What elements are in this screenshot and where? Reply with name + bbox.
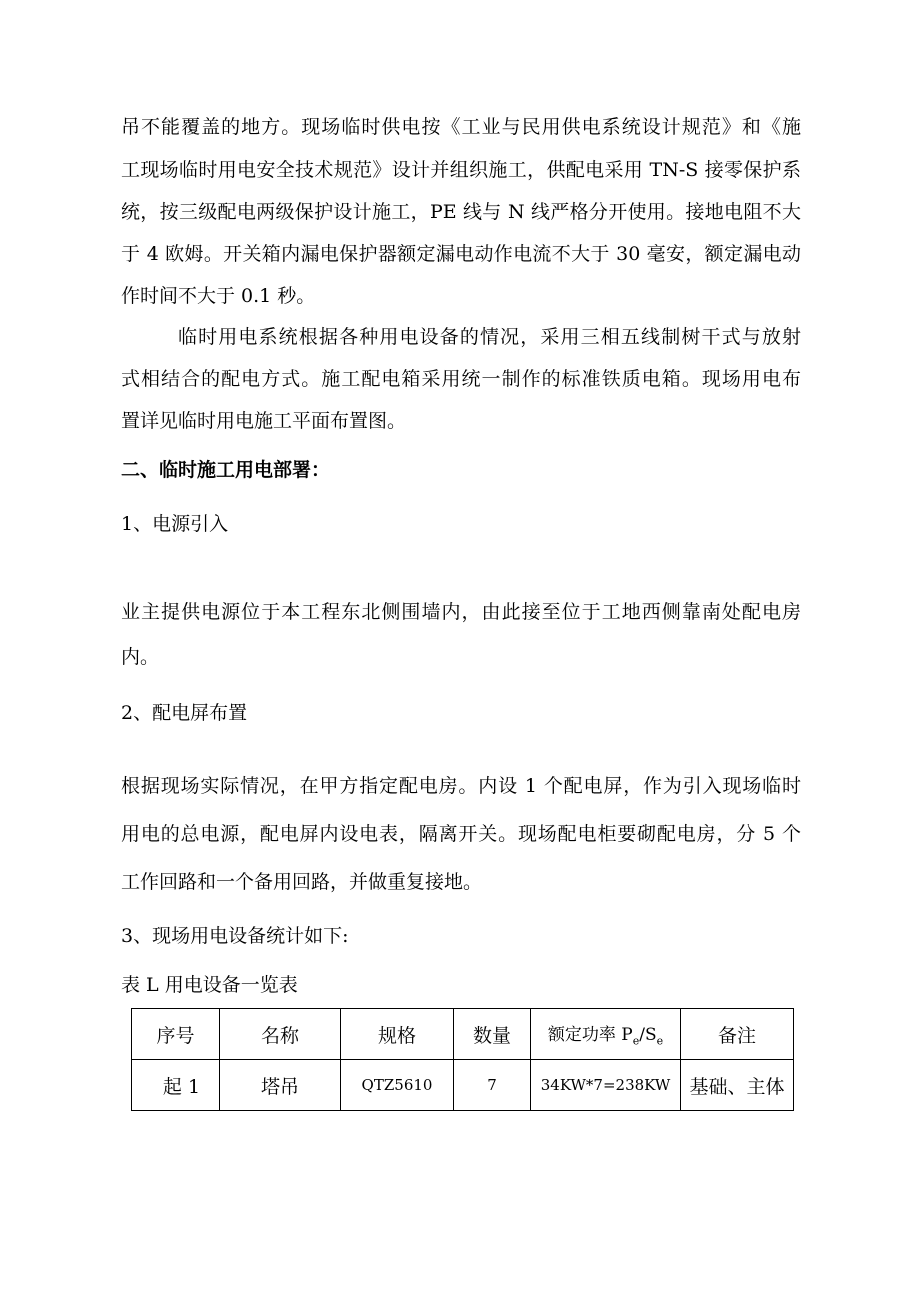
cell-note: 基础、主体 xyxy=(681,1060,794,1111)
cell-qty: 7 xyxy=(454,1060,531,1111)
item-2-line-2: 用电的总电源，配电屏内设电表，隔离开关。现场配电柜要砌配电房，分 5 个 xyxy=(121,823,801,845)
table-row xyxy=(132,1060,794,1111)
header-power xyxy=(531,1009,681,1060)
header-name: 名称 xyxy=(220,1009,341,1060)
item-2-title: 2、配电屏布置 xyxy=(121,702,248,724)
cell-spec: QTZ5610 xyxy=(341,1060,454,1111)
section-heading: 二、临时施工用电部署： xyxy=(121,459,331,481)
item-1-title: 1、电源引入 xyxy=(121,513,229,535)
paragraph-1-line-3: 统，按三级配电两级保护设计施工，PE 线与 N 线严格分开使用。接地电阻不大 xyxy=(121,201,801,223)
paragraph-2-line-1: 临时用电系统根据各种用电设备的情况，采用三相五线制树干式与放射 xyxy=(178,326,801,348)
paragraph-1-line-5: 作时间不大于 0.1 秒。 xyxy=(121,285,316,307)
header-spec: 规格 xyxy=(341,1009,454,1060)
equipment-table xyxy=(131,1008,794,1111)
item-1-line-1: 业主提供电源位于本工程东北侧围墙内，由此接至位于工地西侧靠南处配电房 xyxy=(121,601,801,623)
header-note: 备注 xyxy=(681,1009,794,1060)
header-power-mid: /S xyxy=(639,1025,657,1046)
paragraph-2-line-3: 置详见临时用电施工平面布置图。 xyxy=(121,410,407,432)
header-power-sub-1: e xyxy=(632,1034,640,1048)
item-2-line-3: 工作回路和一个备用回路，并做重复接地。 xyxy=(121,871,483,893)
item-3-title: 3、现场用电设备统计如下: xyxy=(121,925,349,947)
cell-power: 34KW*7=238KW xyxy=(531,1060,681,1111)
table-caption: 表 L 用电设备一览表 xyxy=(121,974,298,996)
paragraph-1-line-1: 吊不能覆盖的地方。现场临时供电按《工业与民用供电系统设计规范》和《施 xyxy=(121,116,801,138)
table-header-row xyxy=(132,1009,794,1060)
cell-seq: 起 1 xyxy=(132,1060,220,1111)
header-power-prefix: 额定功率 P xyxy=(547,1025,633,1046)
cell-name: 塔吊 xyxy=(220,1060,341,1111)
header-seq: 序号 xyxy=(132,1009,220,1060)
item-1-line-2: 内。 xyxy=(121,646,160,668)
header-qty: 数量 xyxy=(454,1009,531,1060)
paragraph-1-line-2: 工现场临时用电安全技术规范》设计并组织施工，供配电采用 TN-S 接零保护系 xyxy=(121,159,801,181)
header-power-sub-2: e xyxy=(656,1034,664,1048)
paragraph-2-line-2: 式相结合的配电方式。施工配电箱采用统一制作的标准铁质电箱。现场用电布 xyxy=(121,368,801,390)
paragraph-1-line-4: 于 4 欧姆。开关箱内漏电保护器额定漏电动作电流不大于 30 毫安，额定漏电动 xyxy=(121,243,801,265)
item-2-line-1: 根据现场实际情况，在甲方指定配电房。内设 1 个配电屏，作为引入现场临时 xyxy=(121,775,801,797)
